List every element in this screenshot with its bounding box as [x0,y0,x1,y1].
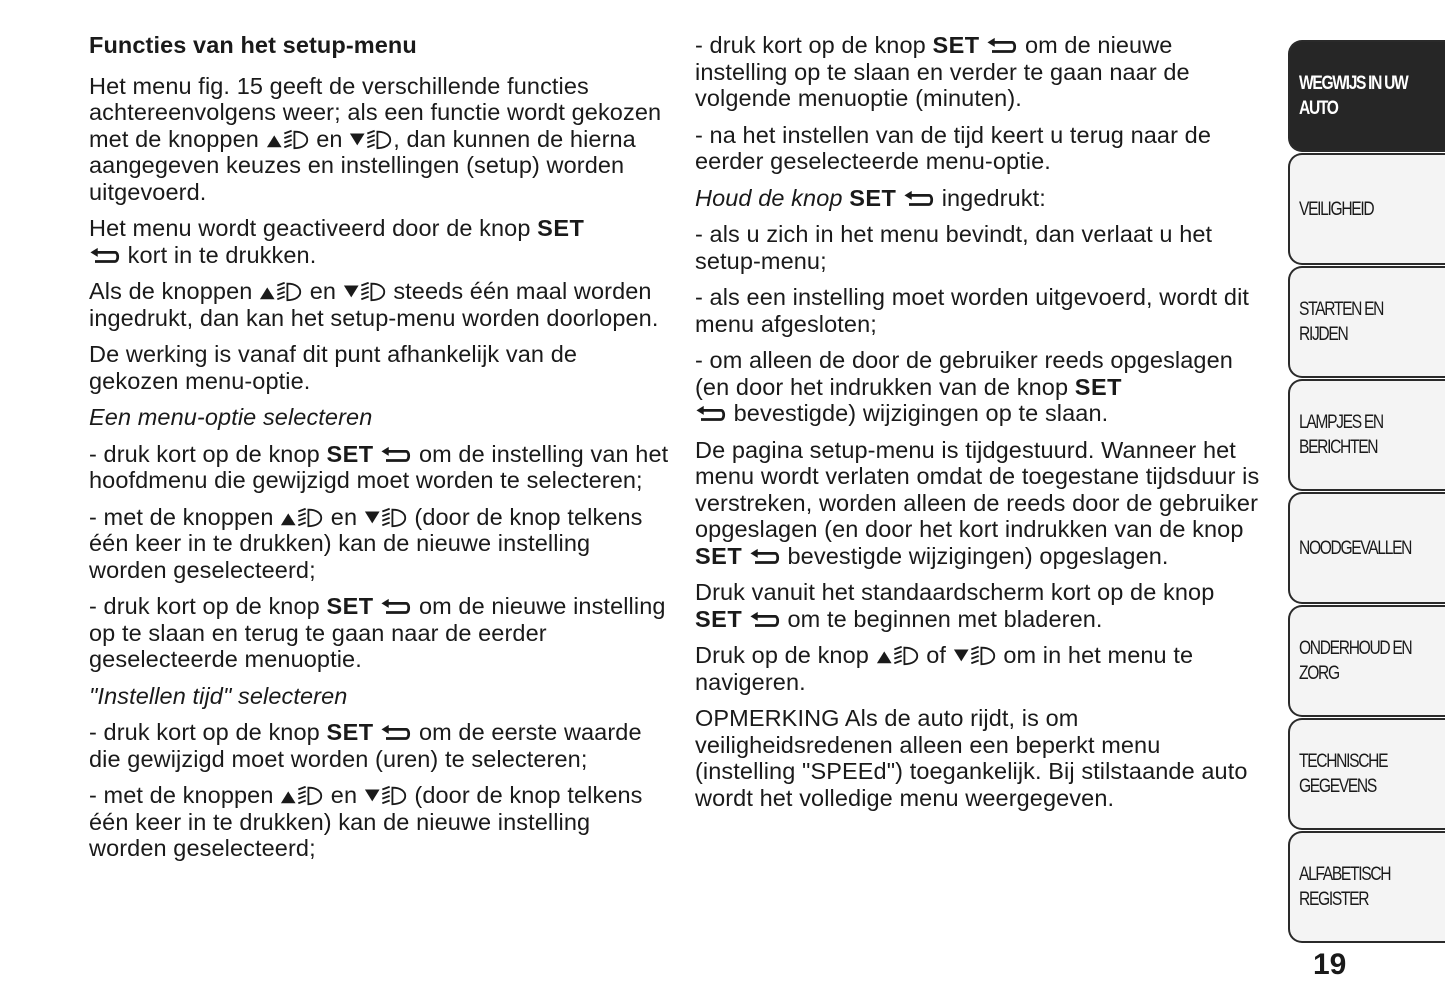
tab-label: WEGWIJS IN UW AUTO [1299,73,1408,119]
text: Als de knoppen [89,278,253,304]
tab-alfabetisch-register[interactable] [1288,831,1445,943]
paragraph: OPMERKING Als de auto rijdt, is om veiligheidsredenen alleen een beperkt menu (instelling "SPEEd") toegankelijk. Bij stilstaande auto wordt het volledige menu weergegeven. [695,705,1248,811]
text: om te beginnen met bladeren. [787,605,1103,632]
text: , dan kunnen de hierna aangegeven keuzes en instellingen (setup) worden uitgevoerd. [89,125,636,205]
text: kort in te drukken. [127,241,317,268]
text: of [926,642,947,668]
paragraph [695,185,1265,212]
text: - druk kort op de knop [89,593,320,619]
tab-label: STARTEN EN RIJDEN [1299,299,1384,345]
paragraph: - na het instellen van de tijd keert u terug naar de eerder geselecteerde menu-optie. [695,121,1211,174]
tab-veiligheid[interactable] [1288,153,1445,265]
text: (door de knop telkens één keer in te drukken) kan de nieuwe instelling worden geselecteerd; [89,503,643,583]
text: steeds één maal worden ingedrukt, dan kan het setup-menu worden doorlopen. [89,278,659,331]
set-return-arrow-icon [380,597,412,617]
paragraph [89,278,669,331]
text: Houd de knop [695,184,843,211]
set-label: SET [695,605,743,632]
text: om de eerste waarde die gewijzigd moet worden (uren) te selecteren; [89,719,642,772]
tab-noodgevallen[interactable] [1288,492,1445,604]
text: (door de knop telkens één keer in te drukken) kan de nieuwe instelling worden geselecteerd; [89,782,643,861]
tab-label: TECHNISCHE GEGEVENS [1299,751,1388,797]
text: Het menu wordt geactiveerd door de knop [89,215,531,241]
text: - druk kort op de knop [695,32,926,58]
paragraph [89,73,669,206]
paragraph: - als u zich in het menu bevindt, dan verlaat u het setup-menu; [695,221,1213,274]
down-headlight-icon [349,128,393,150]
paragraph [89,719,669,772]
down-headlight-icon [364,506,408,528]
set-label: SET [326,593,374,619]
text: en [316,125,343,152]
text: Het menu fig. 15 geeft de verschillende functies achtereenvolgens weer; als een functie wordt gekozen met de knoppen [89,72,662,152]
tab-label: ALFABETISCH REGISTER [1299,864,1391,910]
set-label: SET [537,215,585,241]
text: Druk vanuit het standaardscherm kort op de knop [695,579,1215,605]
text: - met de knoppen [89,503,274,530]
text: om in het menu te navigeren. [695,642,1194,695]
paragraph [89,215,669,268]
tab-label: LAMPJES EN BERICHTEN [1299,412,1383,458]
section-heading: Functies van het setup-menu [89,32,417,58]
tab-label: VEILIGHEID [1299,198,1374,220]
text: - met de knoppen [89,782,274,808]
page-number: 19 [1313,948,1347,981]
set-return-arrow-icon [749,547,781,567]
text: en [330,503,358,530]
set-return-arrow-icon [903,189,935,209]
text: en [330,782,358,808]
paragraph [89,504,669,584]
text: De pagina setup-menu is tijdgestuurd. Wanneer het menu wordt verlaten omdat de toegestane tijdsduur is verstreken, worden alleen de reeds door de gebruiker opgeslagen (en door het kort indrukken van de knop [695,436,1260,542]
set-return-arrow-icon [749,610,781,630]
set-return-arrow-icon [695,404,727,424]
up-headlight-icon [876,644,920,666]
tab-onderhoud-en-zorg[interactable] [1288,605,1445,717]
tab-starten-en-rijden[interactable] [1288,266,1445,378]
paragraph [89,782,669,862]
paragraph [695,32,1265,112]
set-return-arrow-icon [380,445,412,465]
set-label: SET [849,184,897,211]
set-label: SET [932,32,980,58]
up-headlight-icon [266,128,310,150]
set-label: SET [326,440,374,467]
chapter-tabs [1288,40,1445,942]
down-headlight-icon [364,784,408,806]
set-return-arrow-icon [89,246,121,266]
paragraph: - als een instelling moet worden uitgevoerd, wordt dit menu afgesloten; [695,284,1250,337]
up-headlight-icon [280,784,324,806]
paragraph [695,579,1265,632]
text: - om alleen de door de gebruiker reeds opgeslagen (en door het indrukken van de knop [695,347,1233,400]
paragraph [695,347,1265,427]
text: bevestigde wijzigingen) opgeslagen. [787,542,1169,569]
text: om de nieuwe instelling op te slaan en terug te gaan naar de eerder geselecteerde menuoptie. [89,593,666,672]
tab-label: NOODGEVALLEN [1299,537,1412,559]
paragraph [89,593,669,673]
tab-wegwijs[interactable] [1288,40,1445,152]
paragraph [695,437,1265,570]
tab-technische-gegevens[interactable] [1288,718,1445,830]
down-headlight-icon [953,644,997,666]
paragraph [89,441,669,494]
up-headlight-icon [280,506,324,528]
subheading: "Instellen tijd" selecteren [89,682,348,709]
set-label: SET [326,719,374,745]
text: om de nieuwe instelling op te slaan en verder te gaan naar de volgende menuoptie (minuten). [695,32,1190,111]
paragraph: De werking is vanaf dit punt afhankelijk van de gekozen menu-optie. [89,341,578,394]
text: - druk kort op de knop [89,440,320,467]
right-column [695,32,1265,821]
tab-lampjes-en-berichten[interactable] [1288,379,1445,491]
set-return-arrow-icon [986,36,1018,56]
subheading: Een menu-optie selecteren [89,404,373,430]
text: bevestigde) wijzigingen op te slaan. [733,400,1109,426]
set-label: SET [1074,373,1122,400]
left-column [89,32,669,872]
up-headlight-icon [259,280,303,302]
text: en [309,278,337,304]
down-headlight-icon [343,280,387,302]
text: Druk op de knop [695,642,869,668]
text: ingedrukt: [941,184,1046,211]
tab-label: ONDERHOUD EN ZORG [1299,638,1412,684]
set-return-arrow-icon [380,723,412,743]
paragraph [695,642,1265,695]
set-label: SET [695,542,743,569]
text: om de instelling van het hoofdmenu die gewijzigd moet worden te selecteren; [89,440,669,493]
text: - druk kort op de knop [89,719,320,745]
